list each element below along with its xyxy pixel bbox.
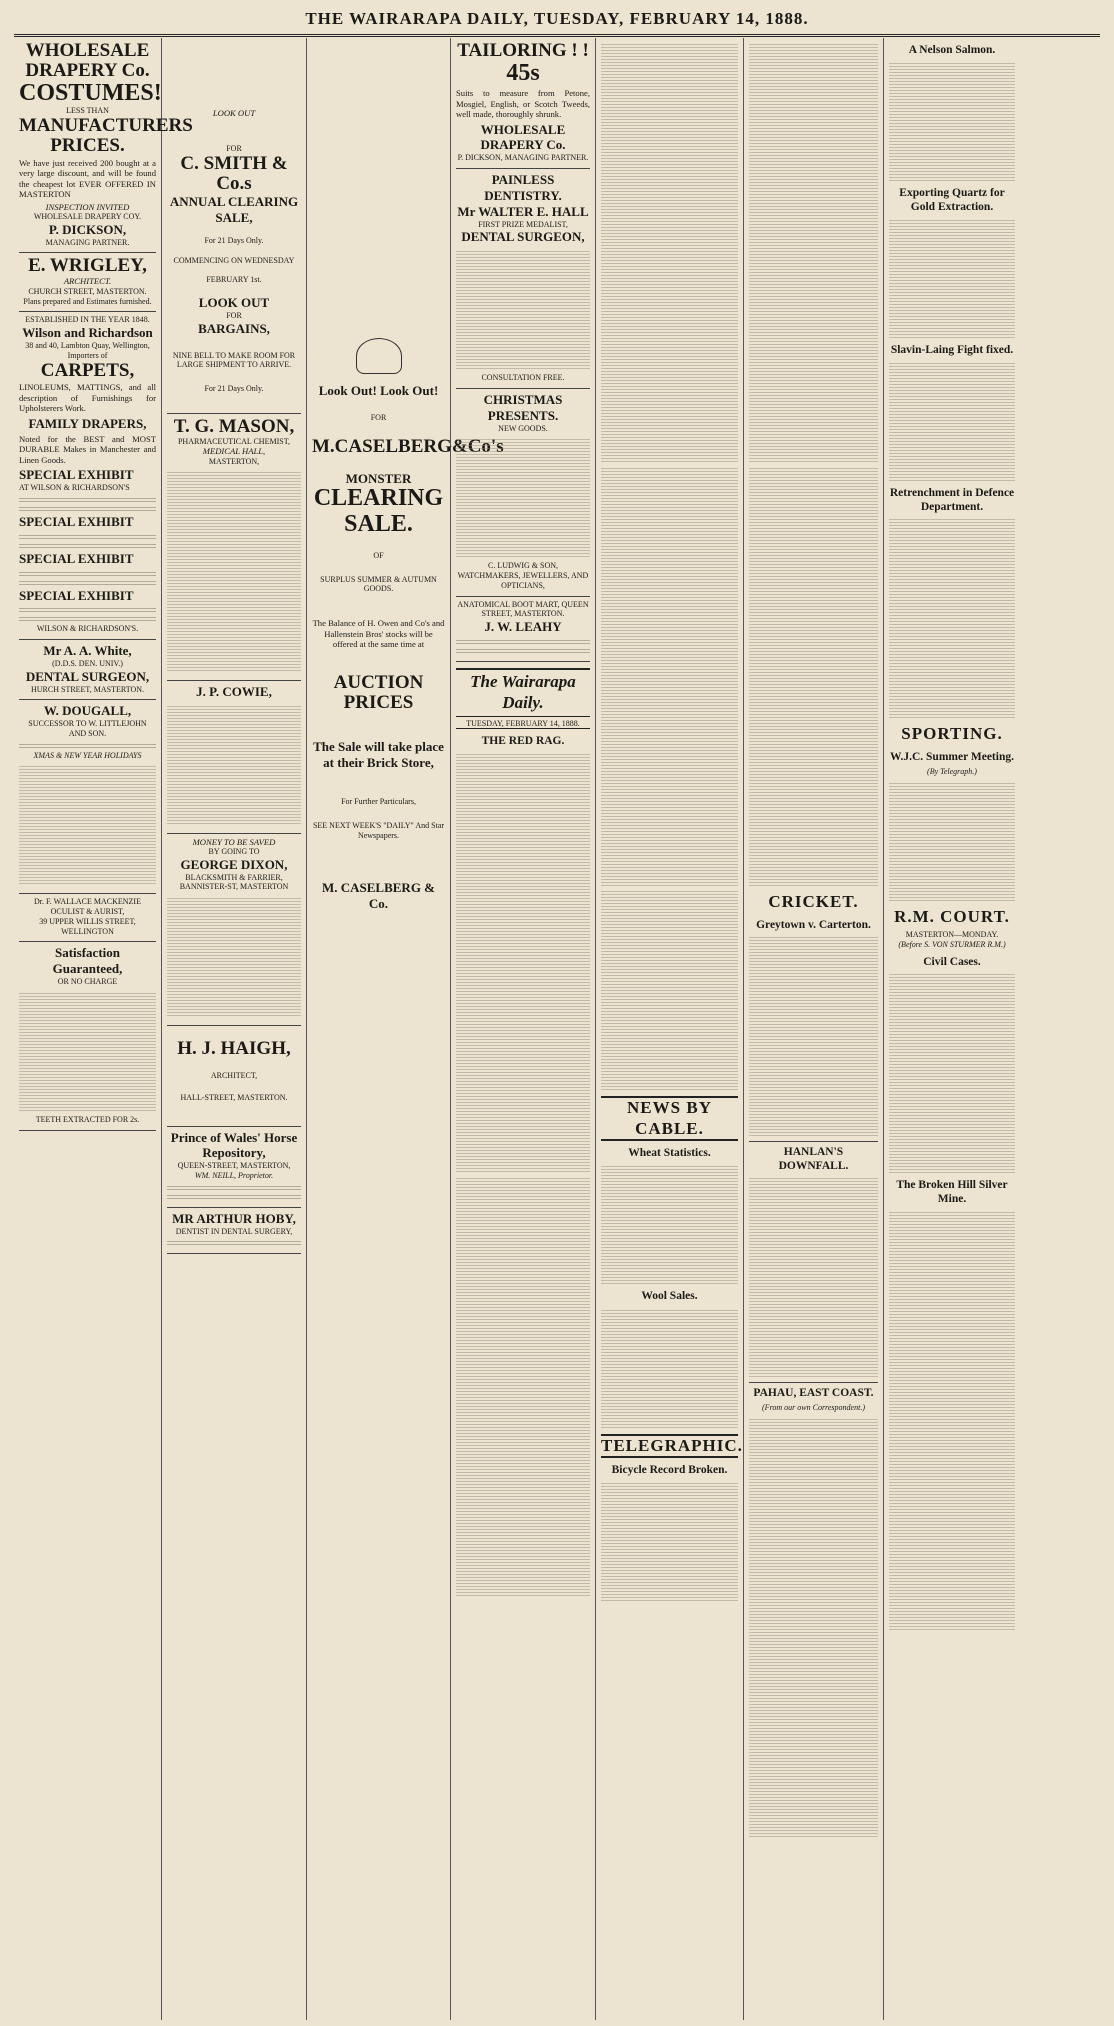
column-4 [451,38,596,2020]
text-block [167,471,301,671]
ad-wholesale: WHOLESALE DRAPERY Co. [480,121,566,153]
ad-wrigley [19,253,156,312]
ad-at: AT WILSON & RICHARDSON'S [19,483,130,493]
article-body [601,1164,738,1284]
ad-name: Prince of Wales' Horse Repository, [170,1129,298,1161]
text-block [19,496,156,502]
ad-name: J. P. COWIE, [196,683,272,699]
hanlan-heading: HANLAN'S DOWNFALL. [749,1141,878,1173]
ad-lookout: LOOK OUT [212,108,256,118]
ad-address: HALL-STREET, MASTERTON. [180,1092,288,1102]
column-1 [14,38,193,2020]
ad-sale: SALE. [344,510,413,537]
ad-role: DENTIST IN DENTAL SURGERY, [175,1226,293,1236]
ad-annual: ANNUAL CLEARING [169,194,299,210]
wool-heading: Wool Sales. [641,1290,698,1303]
ad-see: SEE NEXT WEEK'S "DAILY" And Star Newspapers. [312,820,445,840]
ad-new: NEW GOODS. [498,423,548,433]
ad-role: BLACKSMITH & FARRIER, [185,872,283,882]
ad-partner: P. DICKSON, [48,221,127,237]
ad-xmas: XMAS & NEW YEAR HOLIDAYS [33,750,142,760]
ad-address: CHURCH STREET, MASTERTON. [28,286,147,296]
broken-hill-heading: The Broken Hill Silver Mine. [896,1178,1008,1205]
ad-painless [456,169,590,389]
ad-special-1: SPECIAL EXHIBIT [19,467,134,483]
cable-heading: NEWS BY CABLE. [601,1096,738,1141]
telegraphic-heading: TELEGRAPHIC. [601,1434,738,1459]
ad-days: For 21 Days Only. [204,235,264,245]
ad-name: Wilson and Richardson [22,325,153,341]
rm-court-place: MASTERTON—MONDAY. [905,930,999,940]
ad-dixon [167,834,301,1027]
sporting-heading: SPORTING. [901,724,1003,744]
ad-sub: SUCCESSOR TO W. LITTLEJOHN AND SON. [28,719,147,738]
ad-hoby [167,1208,301,1255]
ad-role: PHARMACEUTICAL CHEMIST, [177,436,290,446]
text-block [19,764,156,884]
rm-court-before: (Before S. VON STURMER R.M.) [898,940,1006,950]
ad-dougall [19,700,156,894]
rm-court-heading: R.M. COURT. [894,906,1010,926]
ad-balance: The Balance of H. Owen and Co's and Hallenstein Bros' stocks will be offered at the same time at [312,618,445,649]
ad-boot-mart [456,597,590,662]
salmon-heading: A Nelson Salmon. [908,44,996,56]
ad-footer: M. CASELBERG & Co. [321,880,436,912]
ad-for: FOR [226,144,242,154]
ad-mason [167,414,301,681]
ad-name: J. W. LEAHY [484,619,562,635]
ad-items: LINOLEUMS, MATTINGS, and all description of Furnishings for Upholsterers Work. [19,382,156,414]
ad-commencing: COMMENCING ON WEDNESDAY [173,255,295,265]
retrench-heading: Retrenchment in Defence Department. [889,487,1015,514]
ad-special-3: SPECIAL EXHIBIT [19,550,134,566]
article-heading: THE RED RAG. [481,735,565,748]
text-block [19,570,156,576]
ad-proprietor: WM. NEILL, Proprietor. [194,1171,274,1181]
ad-place: MASTERTON, [208,456,260,466]
wjc-byline: (By Telegraph.) [927,766,977,776]
columns [14,38,1104,2020]
quartz-heading: Exporting Quartz for Gold Extraction. [899,187,1005,214]
article-body [889,361,1015,481]
ad-sale-take: The Sale will take place at their Brick Store, [313,739,444,771]
article-body [601,1481,738,1601]
paper-date: TUESDAY, FEBRUARY 14, 1888. [456,719,590,730]
ad-monster: MONSTER [345,470,412,486]
ad-feb: FEBRUARY 1st. [206,275,262,285]
article-body [456,752,590,1172]
ad-family: FAMILY DRAPERS, [28,415,147,431]
ad-name: Mr WALTER E. HALL [457,203,589,219]
text-block [456,638,590,644]
ad-lookout-2: LOOK OUT [198,295,270,311]
wjc-heading: W.J.C. Summer Meeting. [890,750,1014,763]
column-6 [744,38,884,2020]
ad-large: LARGE SHIPMENT TO ARRIVE. [176,360,292,370]
text-block [19,505,156,511]
ad-role: ARCHITECT. [63,276,112,287]
article-body [889,1210,1015,1630]
article-body [749,42,878,462]
ad-less: LESS THAN [66,106,109,116]
ad-partner-title: MANAGING PARTNER. [45,237,130,247]
ad-special-2: SPECIAL EXHIBIT [19,513,134,529]
column-3 [307,38,504,2020]
text-block [167,704,301,824]
text-block [456,249,590,369]
ad-satisfaction [19,942,156,1130]
article-body [456,1176,590,1596]
ad-tailoring [456,38,590,169]
ad-wilson-richardson [19,312,156,640]
article-body [601,42,738,462]
article-body [601,1308,738,1428]
ad-xmas: CHRISTMAS PRESENTS. [483,391,563,423]
ad-name: W. DOUGALL, [43,703,132,719]
ad-footer: TEETH EXTRACTED FOR 2s. [35,1114,140,1124]
paper-title: The Wairarapa Daily. [456,668,590,716]
text-block [19,615,156,621]
ad-body: We have just received 200 bought at a very large discount, and will be found the cheapest lot EVER OFFERED IN MASTERTON [19,157,156,200]
ad-role: DENTAL SURGEON, [25,668,150,684]
ad-smith-clearing [167,38,301,414]
ad-ludwig [456,389,590,597]
text-block [19,742,156,748]
ad-body: Suits to measure from Petone, Mosgiel, English, or Scotch Tweeds, well made, thoroughly shrunk. [456,88,590,120]
ad-hall: MEDICAL HALL, [202,446,266,457]
cricket-heading: CRICKET. [768,892,859,911]
ad-bargains: BARGAINS, [198,320,270,336]
ad-name: MR ARTHUR HOBY, [172,1210,296,1226]
slavin-heading: Slavin-Laing Fight fixed. [890,344,1014,357]
text-block [19,991,156,1111]
ad-special-4: SPECIAL EXHIBIT [19,587,134,603]
ad-name: Mr A. A. White, [43,643,132,659]
ad-haigh [167,1026,301,1126]
ad-for: FOR [370,412,387,422]
ad-noted: Noted for the BEST and MOST DURABLE Makes in Manchester and Linen Goods. [19,433,156,465]
ad-address: 39 UPPER WILLIS STREET, WELLINGTON [39,916,136,936]
text-block [19,542,156,548]
ad-role: DENTAL SURGEON, [461,229,585,245]
ad-note: Plans prepared and Estimates furnished. [23,296,152,306]
ad-days-2: For 21 Days Only. [204,384,264,394]
ad-name: T. G. MASON, [173,415,295,437]
text-block [456,647,590,653]
text-block [167,1239,301,1245]
ad-lookout: Look Out! Look Out! [318,383,439,398]
column-2 [162,38,307,2020]
ad-of: OF [373,550,384,560]
column-5 [596,38,744,2020]
article-body [889,781,1015,901]
ad-address: BANNISTER-ST, MASTERTON [179,882,289,892]
bicycle-heading: Bicycle Record Broken. [611,1464,728,1477]
ad-caselberg [312,380,504,917]
text-block [19,606,156,612]
wheat-heading: Wheat Statistics. [628,1147,711,1160]
pahau-byline: (From our own Correspondent.) [762,1402,865,1412]
ad-manufacturers: MANUFACTURERS PRICES. [19,114,193,156]
ad-role: ARCHITECT, [210,1071,258,1081]
text-block [167,896,301,1016]
ad-prince-of-wales [167,1127,301,1208]
ad-name: GEORGE DIXON, [180,856,288,872]
ad-consult: CONSULTATION FREE. [481,373,565,383]
ad-sub: (D.D.S. DEN. UNIV.) [52,659,123,668]
article-body [749,936,878,1136]
ad-sale: SALE, [215,209,253,225]
ad-carpets: CARPETS, [40,359,135,381]
masthead: THE WAIRARAPA DAILY, TUESDAY, FEBRUARY 14, 1888. [14,4,1100,37]
ad-title: ANATOMICAL BOOT MART, QUEEN STREET, MASTERTON. [457,599,589,619]
cricket-subheading: Greytown v. Carterton. [756,918,871,931]
ad-established: ESTABLISHED IN THE YEAR 1848. [25,315,150,325]
ad-footer: WHOLESALE DRAPERY COY. [33,212,142,222]
ad-money: MONEY TO BE SAVED [192,836,276,847]
ad-sub: OR NO CHARGE [57,977,118,987]
ad-auction: AUCTION PRICES [333,672,424,714]
ad-name: E. WRIGLEY, [28,255,147,277]
ad-address: HURCH STREET, MASTERTON. [30,684,144,694]
article-body [749,1417,878,1837]
ad-cowie [167,681,301,834]
column-7 [884,38,1020,2020]
ad-surplus: SURPLUS SUMMER & AUTUMN GOODS. [320,574,437,594]
ad-wholesale-drapery [19,38,193,253]
ad-title: TAILORING ! ! [457,40,589,61]
ad-medal: FIRST PRIZE MEDALIST, [478,219,568,229]
ad-inspection: INSPECTION INVITED [45,201,130,212]
ad-costumes: COSTUMES! [19,79,162,106]
text-block [19,533,156,539]
ad-name: C. LUDWIG & SON, [488,561,558,571]
article-body [889,218,1015,338]
ad-white-dentist [19,640,156,700]
article-body [601,890,738,1090]
article-body [889,973,1015,1173]
crest-icon [356,338,402,374]
ad-smith: C. SMITH & Co.s [180,153,288,195]
article-body [749,466,878,886]
ad-title: PAINLESS DENTISTRY. [484,172,562,203]
ad-further: For Further Particulars, [341,797,416,807]
ad-role: OCULIST & AURIST, [50,907,125,917]
article-body [749,1177,878,1377]
ad-for-2: FOR [226,310,242,320]
text-block [167,1193,301,1199]
text-block [19,579,156,585]
ad-footer: WILSON & RICHARDSON'S. [36,624,139,634]
ad-going: BY GOING TO [208,847,260,857]
text-block [167,1184,301,1190]
ad-caselberg-name: M.CASELBERG&Co's [312,435,504,457]
ad-price: 45s [506,59,540,86]
ad-title: WHOLESALE DRAPERY Co. [25,40,150,81]
ad-nine: NINE BELL TO MAKE ROOM FOR [172,350,296,360]
ad-mackenzie [19,894,156,942]
ad-address: QUEEN-STREET, MASTERTON, [177,1161,291,1171]
ad-partner: P. DICKSON, MANAGING PARTNER. [457,153,589,163]
ad-title: Satisfaction Guaranteed, [52,945,123,977]
ad-clearing: CLEARING [313,485,444,512]
article-body [601,466,738,886]
article-body [889,61,1015,181]
pahau-heading: PAHAU, EAST COAST. [749,1382,878,1400]
text-block [456,437,590,557]
ad-name: H. J. HAIGH, [177,1038,291,1060]
article-body [889,518,1015,718]
ad-name: Dr. F. WALLACE MACKENZIE [34,897,141,907]
ad-address: 38 and 40, Lambton Quay, Wellington, Importers of [25,341,150,360]
civil-heading: Civil Cases. [923,955,981,968]
ad-role: WATCHMAKERS, JEWELLERS, AND OPTICIANS, [457,571,589,590]
